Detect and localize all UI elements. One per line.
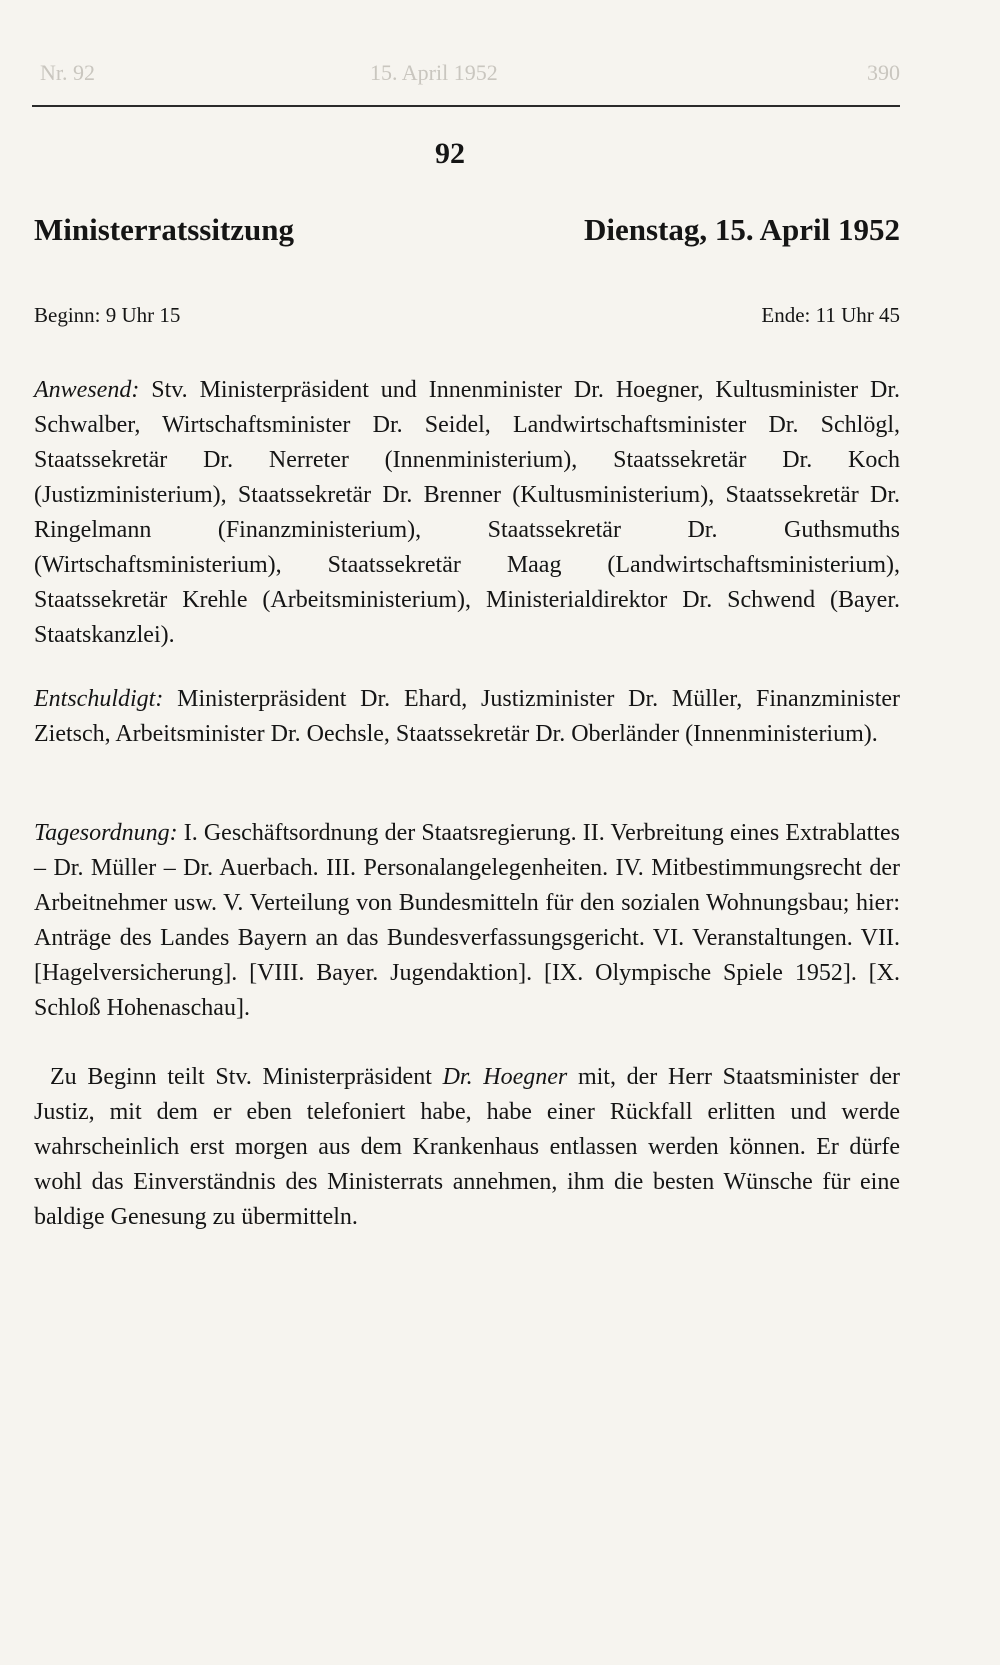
end-time: Ende: 11 Uhr 45	[761, 303, 900, 327]
body-text-end: mit, der Herr Staatsminister der Justiz, mit dem er eben telefoniert habe, habe einer Rückfall erlitten und werde wahrscheinlich erst morgen aus dem Krankenhaus entlassen werden können. Er dürfe wohl das Einverständnis des Ministerrats annehmen, ihm die besten Wünsche für eine baldige Genesung zu übermitteln.	[34, 1064, 900, 1230]
agenda-text: I. Geschäftsordnung der Staatsregierung. II. Verbreitung eines Extrablattes – Dr. Müller – Dr. Auerbach. III. Personalangelegenheiten. IV. Mitbestimmungsrecht der Arbeitnehmer usw. V. Verteilung von Bundesmitteln für den sozialen Wohnungsbau; hier: Anträge des Landes Bayern an das Bundesverfassungsgericht. VI. Veranstaltungen. VII. [Hagelversicherung]. [VIII. Bayer. Jugendaktion]. [IX. Olympische Spiele 1952]. [X. Schloß Hohenaschau].	[34, 820, 900, 1021]
agenda-label: Tagesordnung:	[34, 820, 178, 846]
header-rule	[32, 105, 900, 107]
attendees-label: Anwesend:	[34, 377, 140, 403]
body-text-start: Zu Beginn teilt Stv. Ministerpräsident	[50, 1064, 443, 1090]
attendees-paragraph	[34, 373, 900, 653]
meeting-date: Dienstag, 15. April 1952	[583, 212, 900, 247]
ghost-center-mark: 15. April 1952	[370, 60, 498, 85]
bleed-through-header	[40, 60, 900, 90]
attendees-text: Stv. Ministerpräsident und Innenminister Dr. Hoegner, Kultusminister Dr. Schwalber, Wirtschaftsminister Dr. Seidel, Landwirtschaftsminister Dr. Schlögl, Staatssekretär Dr. Nerreter (Innenministerium), Staatssekretär Dr. Koch (Justizministerium), Staatssekretär Dr. Brenner (Kultusministerium), Staatssekretär Dr. Ringelmann (Finanzministerium), Staatssekretär Dr. Guthsmuths (Wirtschaftsministerium), Staatssekretär Maag (Landwirtschaftsministerium), Staatssekretär Krehle (Arbeitsministerium), Ministerialdirektor Dr. Schwend (Bayer. Staatskanzlei).	[34, 377, 900, 648]
ghost-left-mark: Nr. 92	[40, 60, 95, 85]
body-paragraph	[34, 1060, 900, 1235]
time-row	[34, 303, 900, 333]
excused-paragraph	[34, 682, 900, 752]
title-row	[34, 212, 900, 256]
begin-time: Beginn: 9 Uhr 15	[34, 303, 181, 327]
excused-text: Ministerpräsident Dr. Ehard, Justizminister Dr. Müller, Finanzminister Zietsch, Arbeitsminister Dr. Oechsle, Staatssekretär Dr. Oberländer (Innenministerium).	[34, 686, 900, 747]
session-number: 92	[435, 137, 465, 170]
agenda-paragraph	[34, 816, 900, 1026]
meeting-title: Ministerratssitzung	[34, 212, 295, 247]
ghost-right-mark: 390	[867, 60, 900, 85]
body-speaker-name: Dr. Hoegner	[442, 1064, 568, 1090]
excused-label: Entschuldigt:	[34, 686, 164, 712]
